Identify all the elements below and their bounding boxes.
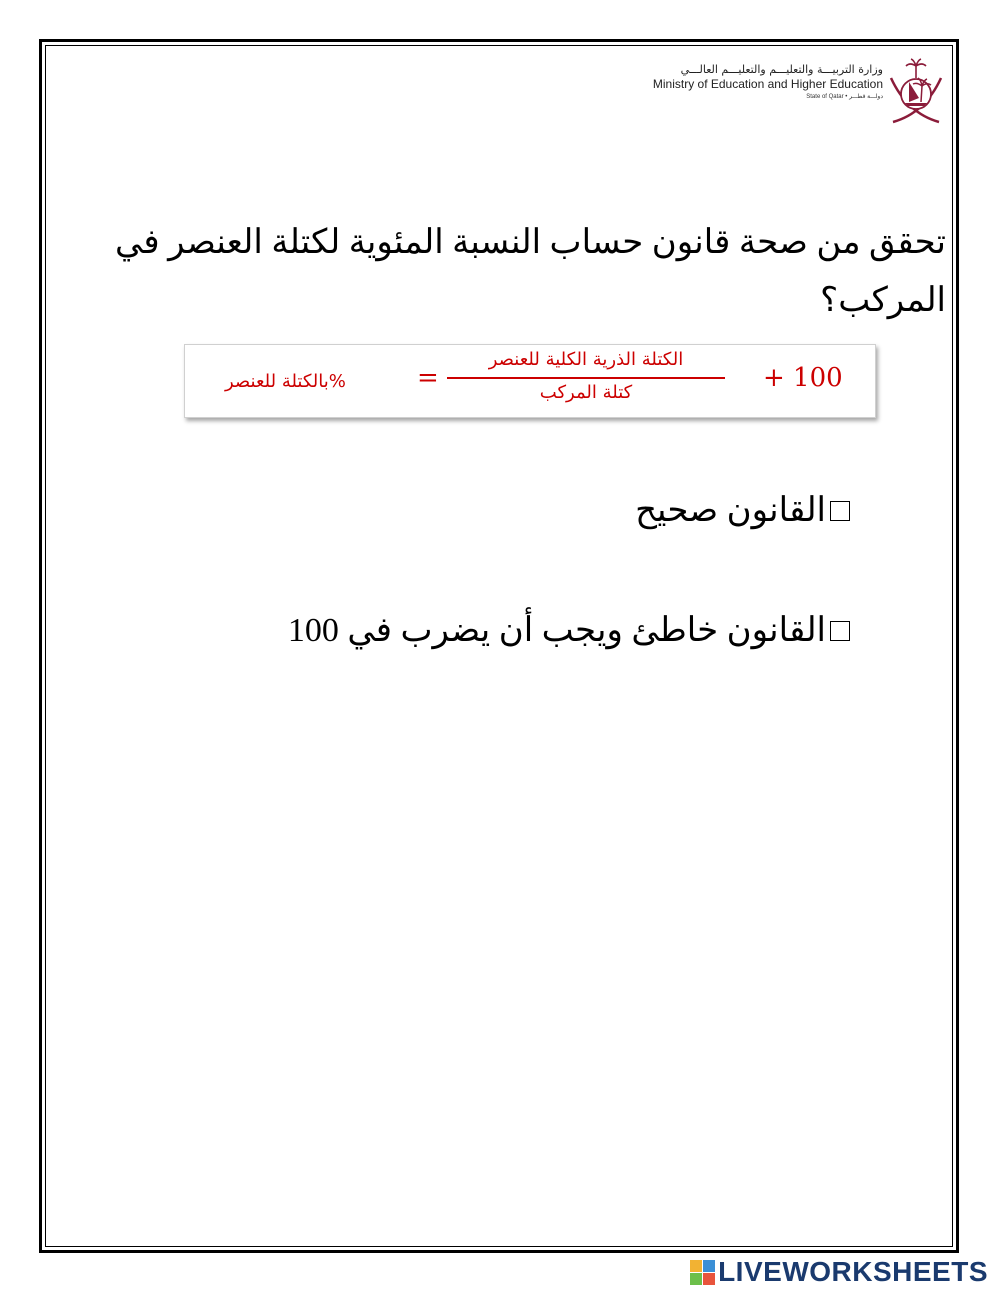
option-incorrect-label: القانون خاطئ ويجب أن يضرب في 100 (287, 612, 826, 649)
ministry-logo (645, 58, 945, 128)
formula-lhs: %بالكتلة للعنصر (225, 371, 346, 392)
formula-multiplier: + 100 (763, 363, 843, 393)
formula-numerator: الكتلة الذرية الكلية للعنصر (488, 349, 684, 370)
state-of-qatar-label: State of Qatar • دولـــة قطـــر (806, 94, 883, 100)
formula-box (184, 344, 876, 418)
question-text: تحقق من صحة قانون حساب النسبة المئوية لكتلة العنصر في المركب؟ (115, 224, 946, 319)
option-correct-label: القانون صحيح (635, 492, 826, 529)
ministry-name-english: Ministry of Education and Higher Education (652, 77, 883, 91)
option-incorrect[interactable] (288, 610, 850, 650)
qatar-emblem-icon (887, 58, 945, 126)
formula-fraction (441, 345, 731, 409)
ministry-name-arabic: وزارة التربيـــة والتعليـــم والتعليـــم العالـــي (680, 63, 883, 76)
option-incorrect-checkbox[interactable] (830, 621, 850, 641)
liveworksheets-logo-icon (690, 1260, 715, 1285)
option-correct-checkbox[interactable] (830, 501, 850, 521)
ministry-name (653, 63, 883, 100)
formula-denominator: كتلة المركب (539, 382, 633, 403)
liveworksheets-wordmark: LIVEWORKSHEETS (718, 1256, 988, 1287)
liveworksheets-brand (690, 1256, 988, 1288)
option-correct[interactable] (635, 490, 850, 530)
formula-equals: = (417, 363, 439, 393)
